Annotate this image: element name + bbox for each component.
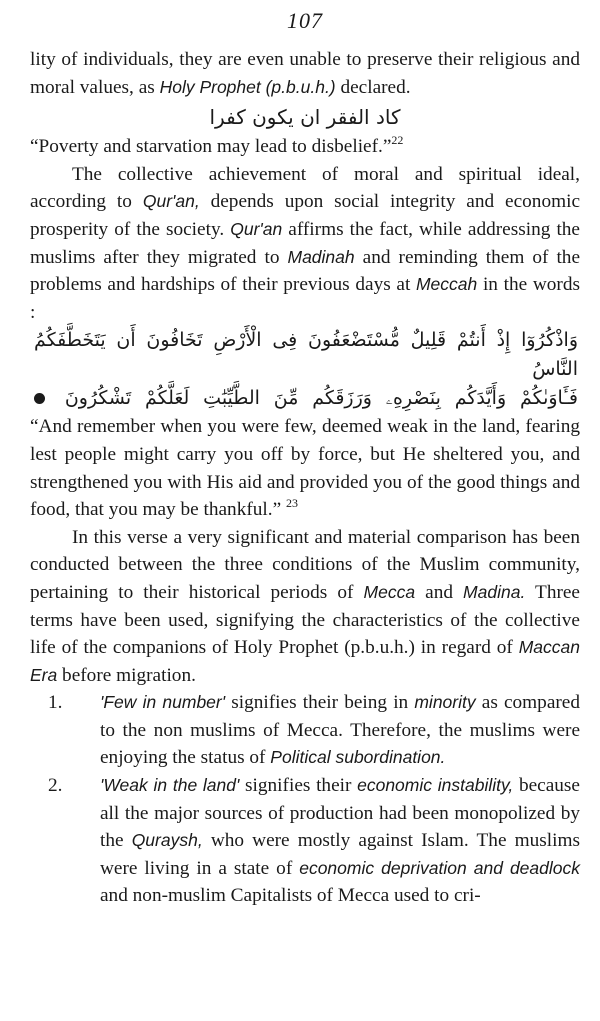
italic-term: 'Weak in the land': [100, 775, 240, 796]
text-run: The collective achievement of moral and spiritual ideal, according to: [30, 163, 580, 213]
italic-term: Mecca: [363, 581, 416, 602]
italic-term: Political subordination.: [270, 747, 446, 768]
paragraph-comparison: [30, 524, 580, 690]
text-run: before migration.: [57, 664, 196, 686]
italic-term: Quraysh,: [131, 830, 203, 851]
text-run: who were mostly against Islam. The muslims were living in a state of: [100, 830, 580, 879]
text-run: affirms the fact, while addressing the muslims after they migrated to: [30, 218, 580, 268]
list-item: [30, 772, 580, 910]
list-item-text: [100, 772, 580, 910]
verse-end-marker-icon: [34, 393, 45, 404]
hadith-translation: [30, 133, 580, 161]
list-number: 2.: [48, 775, 63, 797]
text-run: signifies their: [239, 775, 358, 797]
italic-term: Qur'an,: [142, 191, 200, 212]
list-number: 1.: [48, 692, 63, 714]
italic-term: Maccan Era: [30, 637, 580, 685]
italic-term: minority: [414, 692, 476, 713]
text-run: and reminding them of the problems and hardships of their previous days at: [30, 246, 580, 296]
italic-term: Qur'an: [230, 218, 283, 239]
verse-line-1: وَاذْكُرُوٓا إِذْ أَنتُمْ قَلِيلٌ مُّسْتَضْعَفُونَ فِى الْأَرْضِ تَخَافُونَ أَن يَتَخَطَّفَكُمُ النَّاسُ: [34, 329, 578, 381]
text-run: signifies their being in: [225, 692, 415, 714]
text-run: as compared to the non muslims of Mecca. Therefore, the muslims were enjoying the status of: [100, 692, 581, 769]
quote-text: “Poverty and starvation may lead to disbelief.”: [30, 136, 392, 158]
text-run: in the words :: [30, 274, 580, 323]
page-number: 107: [287, 8, 323, 33]
verse-text: فَـَٔاوَىٰكُمْ وَأَيَّدَكُم بِنَصْرِهِۦ وَرَزَقَكُم مِّنَ الطَّيِّبَٰتِ لَعَلَّكُمْ تَشْكُرُونَ: [64, 387, 578, 410]
text-run: In this verse a very significant and material comparison has been conducted between the three conditions of the Muslim community, pertaining to their historical periods of: [30, 526, 580, 603]
italic-term: Madinah: [287, 246, 355, 267]
text-run: Three terms have been used, signifying the characteristics of the collective life of the companions of Holy Prophet (p.b.u.h.) in regard of: [30, 581, 580, 659]
text-run: declared.: [335, 76, 411, 98]
italic-term: economic instability,: [357, 775, 514, 796]
footnote-ref-22: 22: [391, 133, 404, 148]
list-item-text: [100, 689, 580, 772]
hadith-arabic: كاد الفقر ان يكون كفرا: [209, 105, 401, 130]
list-item: [30, 689, 580, 772]
italic-term: 'Few in number': [100, 692, 226, 713]
text-run: lity of individuals, they are even unable to preserve their religious and moral values, as: [30, 49, 580, 98]
intro-paragraph: [30, 46, 580, 101]
text-run: because all the major sources of production had been monopolized by the: [100, 775, 580, 852]
italic-term: Madina.: [463, 581, 526, 602]
italic-term: Meccah: [415, 274, 478, 295]
quote-text: “And remember when you were few, deemed weak in the land, fearing lest people might carry you off by force, but He sheltered you, and strengthened you with His aid and provided you of the good things and food, that you may be thankful.”: [30, 416, 580, 521]
footnote-ref-23: 23: [285, 496, 298, 511]
paragraph-collective-achievement: [30, 161, 580, 327]
book-page: [30, 0, 580, 1021]
text-run: and: [415, 581, 464, 603]
verse-translation: [30, 413, 580, 523]
italic-term: economic deprivation and deadlock: [299, 857, 581, 878]
text-run: depends upon social integrity and economic prosperity of the society.: [30, 191, 580, 240]
italic-term: Holy Prophet (p.b.u.h.): [159, 76, 336, 97]
verse-line-2: [34, 384, 578, 413]
numbered-list: [30, 689, 580, 910]
text-run: and non-muslim Capitalists of Mecca used to cri-: [100, 885, 481, 907]
quran-verse-arabic: [30, 326, 580, 413]
